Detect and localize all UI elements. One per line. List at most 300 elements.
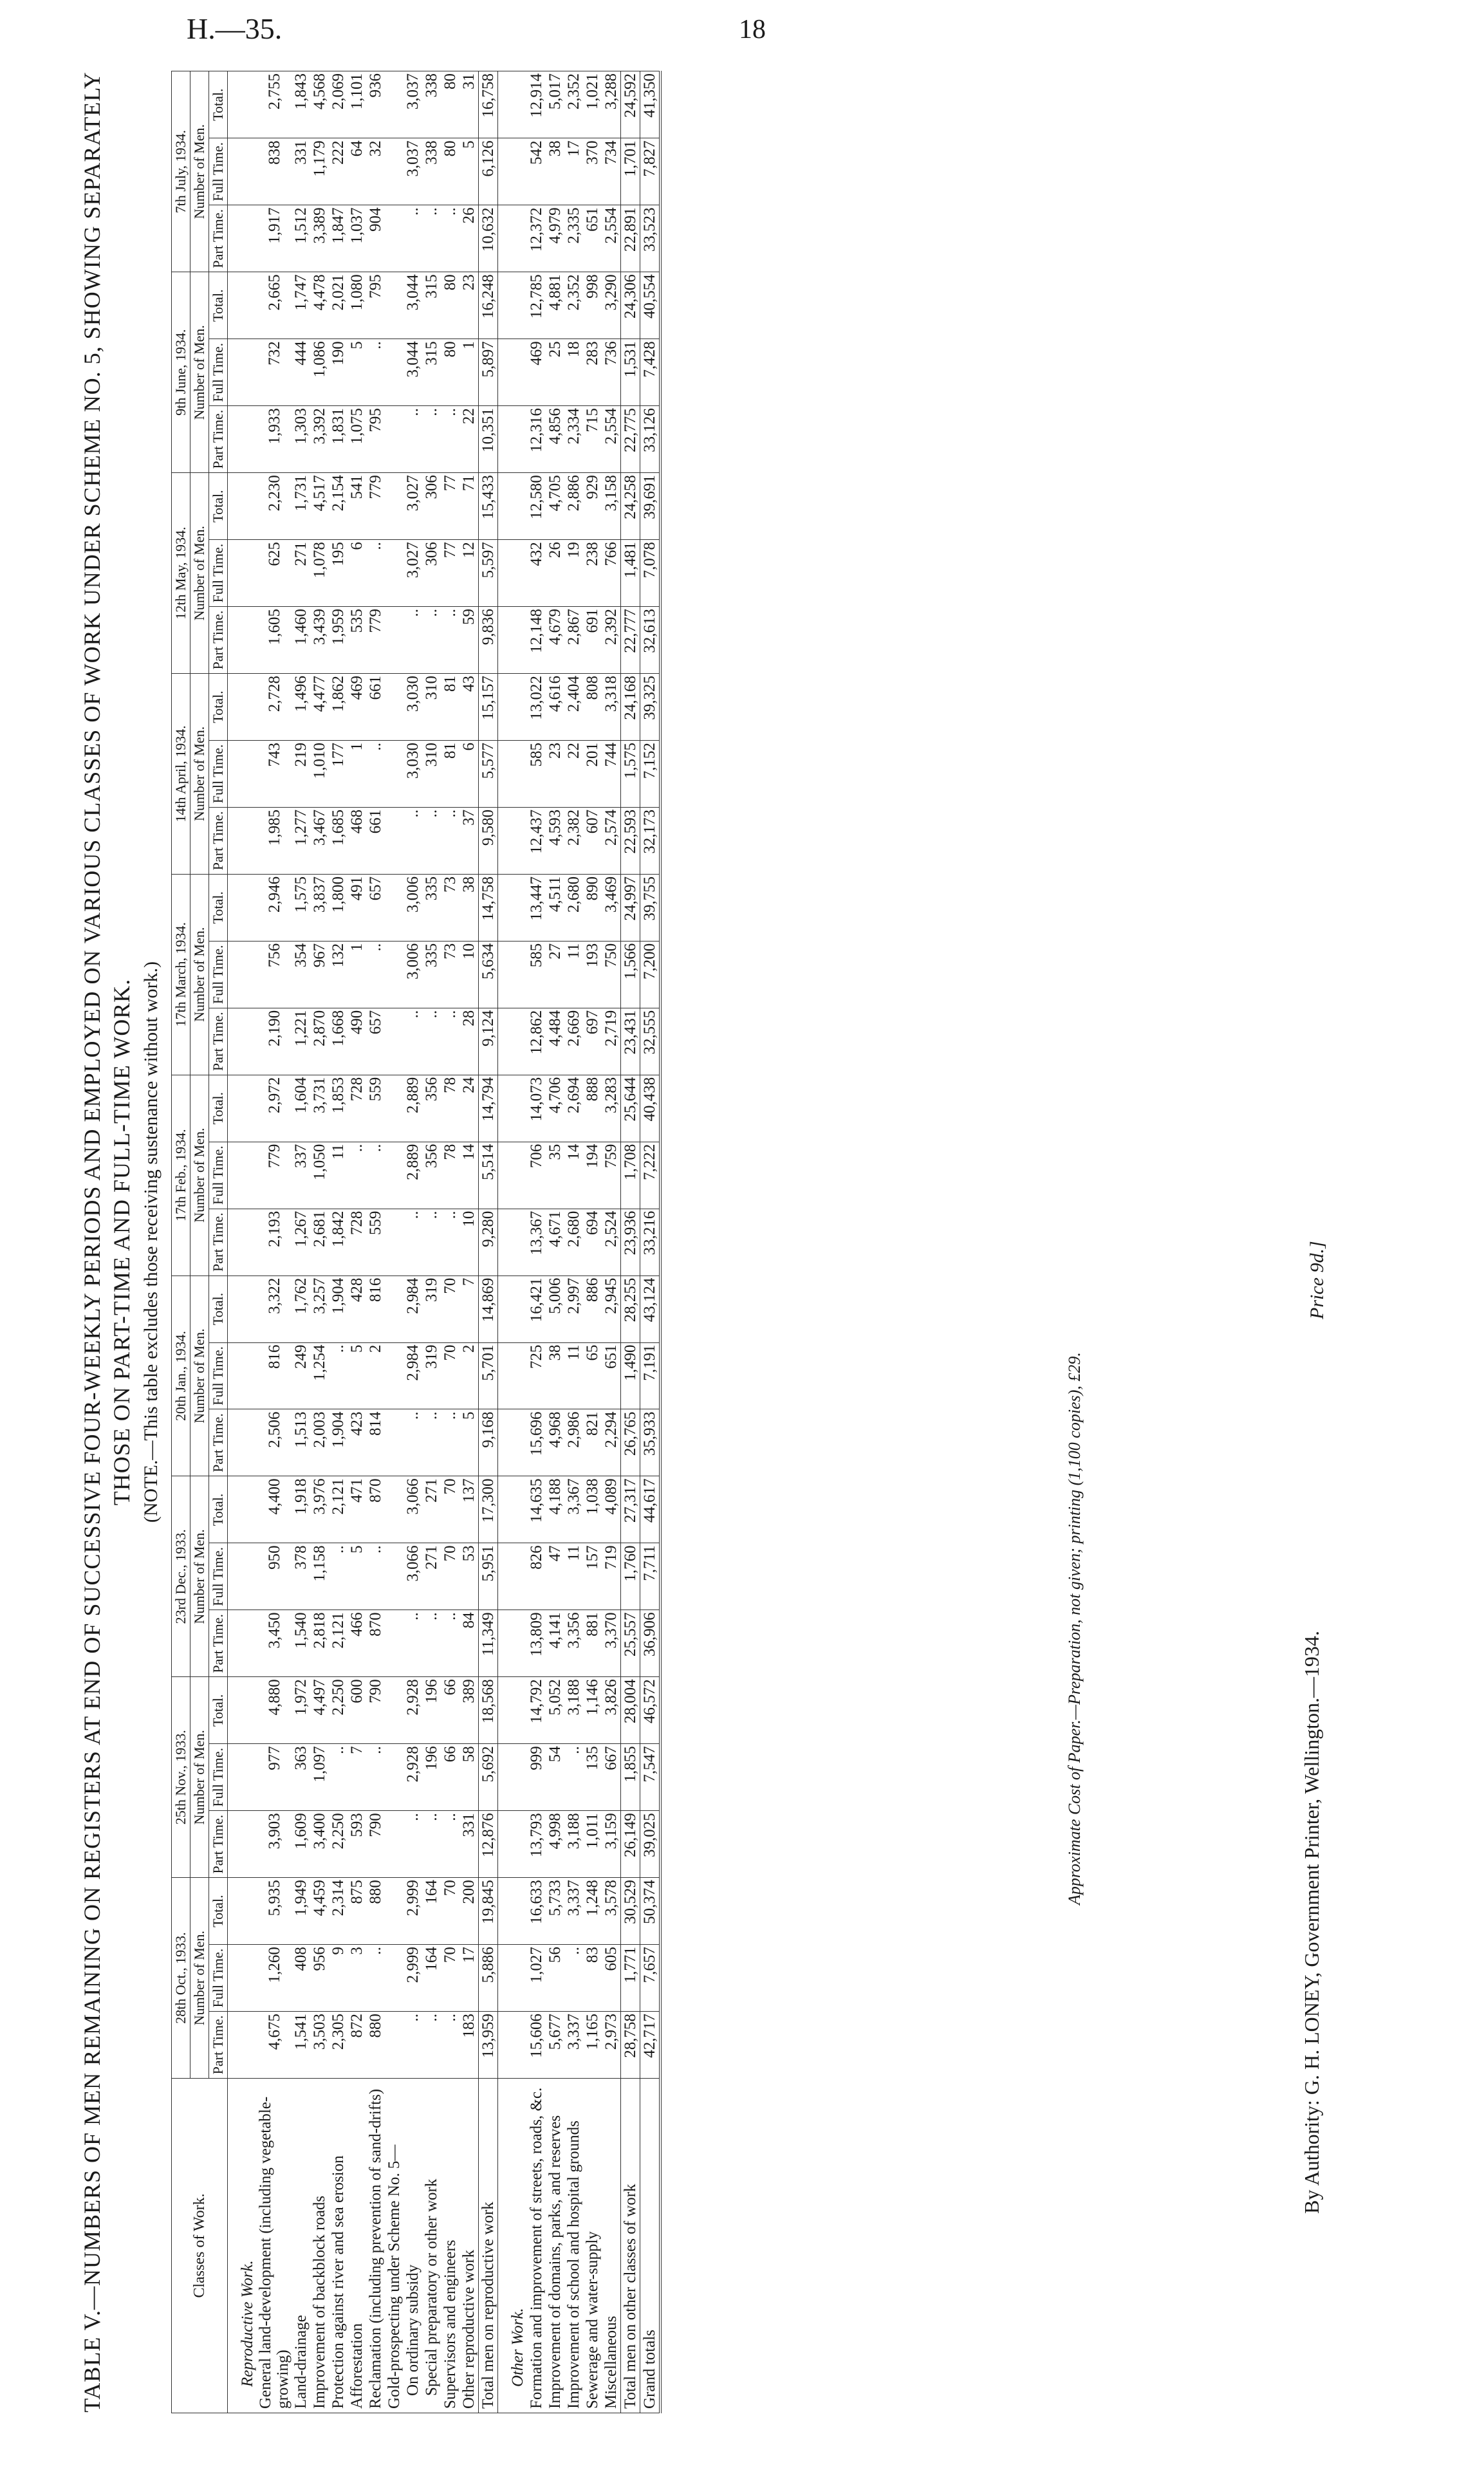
empty-cell (238, 607, 257, 674)
value-cell: .. (441, 807, 459, 874)
value-cell: 2,524 (602, 1209, 621, 1276)
row-label: Land-drainage (292, 2079, 310, 2413)
value-cell: 363 (292, 1744, 310, 1811)
value-cell: 7,222 (640, 1142, 661, 1209)
value-cell: 2,506 (257, 1409, 292, 1476)
row-label: Gold-prospecting under Scheme No. 5— (385, 2079, 403, 2413)
value-cell: 469 (527, 339, 546, 406)
value-cell: 58 (459, 1744, 479, 1811)
value-cell: 7,657 (640, 1945, 661, 2012)
value-cell: 35 (546, 1142, 564, 1209)
value-cell: 14,794 (479, 1075, 498, 1142)
empty-cell (228, 607, 239, 674)
value-cell: 1,080 (348, 272, 366, 339)
empty-cell (228, 1811, 239, 1878)
period-header: 17th March, 1934. (172, 874, 190, 1075)
value-cell: 744 (602, 740, 621, 807)
value-cell: 2,946 (257, 874, 292, 941)
number-of-men-header: Number of Men. (190, 1276, 209, 1476)
value-cell: 16,421 (527, 1276, 546, 1342)
value-cell: 338 (422, 138, 441, 205)
total-time-header: Total. (209, 1276, 228, 1342)
value-cell: 3,188 (564, 1811, 583, 1878)
value-cell: 13,367 (527, 1209, 546, 1276)
value-cell: 950 (257, 1543, 292, 1610)
empty-cell (238, 272, 257, 339)
value-cell: 2,719 (602, 1008, 621, 1075)
value-cell: .. (422, 1008, 441, 1075)
empty-cell (498, 406, 509, 473)
table-body (228, 71, 661, 2413)
value-cell: 1,531 (621, 339, 640, 406)
page-ref: H.—35. (187, 12, 283, 45)
value-cell: 25,644 (621, 1075, 640, 1142)
empty-cell (498, 1008, 509, 1075)
value-cell: 335 (422, 941, 441, 1008)
value-cell: 7,152 (640, 740, 661, 807)
value-cell: 1,831 (329, 406, 348, 473)
value-cell: 4,477 (310, 673, 329, 740)
value-cell: 3,158 (602, 473, 621, 540)
full-time-header: Full Time. (209, 339, 228, 406)
number-of-men-header: Number of Men. (190, 272, 209, 473)
value-cell: 66 (441, 1677, 459, 1744)
value-cell: 3,066 (403, 1543, 422, 1610)
value-cell (385, 473, 403, 540)
value-cell: 38 (459, 874, 479, 941)
empty-cell (228, 1543, 239, 1610)
value-cell: 1,050 (310, 1142, 329, 1209)
value-cell: 1,277 (292, 807, 310, 874)
value-cell: 559 (366, 1209, 385, 1276)
value-cell: 1,701 (621, 138, 640, 205)
part-time-header: Part Time. (209, 607, 228, 674)
value-cell: 967 (310, 941, 329, 1008)
value-cell: 3,903 (257, 1811, 292, 1878)
period-header: 23rd Dec., 1933. (172, 1476, 190, 1677)
value-cell: 164 (422, 1945, 441, 2012)
row-label: Total men on other classes of work (621, 2079, 640, 2413)
value-cell: 5,634 (479, 941, 498, 1008)
value-cell: 53 (459, 1543, 479, 1610)
empty-cell (238, 540, 257, 607)
empty-cell (238, 1276, 257, 1342)
value-cell: .. (441, 1610, 459, 1677)
value-cell: 759 (602, 1142, 621, 1209)
value-cell: 3,044 (403, 272, 422, 339)
empty-cell (228, 673, 239, 740)
value-cell: 5,006 (546, 1276, 564, 1342)
value-cell: 5,897 (479, 339, 498, 406)
value-cell: 70 (441, 1476, 459, 1543)
empty-cell (508, 1476, 527, 1543)
value-cell: 1,010 (310, 740, 329, 807)
value-cell: .. (403, 1811, 422, 1878)
value-cell: 12,372 (527, 205, 546, 272)
value-cell: 535 (348, 607, 366, 674)
value-cell: 999 (527, 1744, 546, 1811)
total-time-header: Total. (209, 874, 228, 941)
value-cell: 1,086 (310, 339, 329, 406)
empty-cell (228, 807, 239, 874)
value-cell: .. (403, 1008, 422, 1075)
value-cell: 319 (422, 1342, 441, 1409)
value-cell: 2,986 (564, 1409, 583, 1476)
value-cell: 736 (602, 339, 621, 406)
value-cell: 18,568 (479, 1677, 498, 1744)
table-row (583, 71, 602, 2413)
value-cell: 651 (602, 1342, 621, 1409)
value-cell: 2 (366, 1342, 385, 1409)
full-time-header: Full Time. (209, 1142, 228, 1209)
section-row (238, 71, 257, 2413)
value-cell: 14 (459, 1142, 479, 1209)
value-cell: 2,867 (564, 607, 583, 674)
value-cell: 7 (348, 1744, 366, 1811)
value-cell: 39,325 (640, 673, 661, 740)
value-cell: 77 (441, 540, 459, 607)
value-cell: 47 (546, 1543, 564, 1610)
value-cell: 471 (348, 1476, 366, 1543)
value-cell: 22 (564, 740, 583, 807)
number-of-men-header: Number of Men. (190, 1677, 209, 1878)
value-cell: 354 (292, 941, 310, 1008)
empty-cell (228, 1945, 239, 2012)
value-cell: 1,609 (292, 1811, 310, 1878)
empty-cell (508, 740, 527, 807)
table-row (527, 71, 546, 2413)
value-cell: 691 (583, 607, 602, 674)
value-cell: 956 (310, 1945, 329, 2012)
value-cell: 14,758 (479, 874, 498, 941)
value-cell: 13,447 (527, 874, 546, 941)
value-cell: 1,496 (292, 673, 310, 740)
value-cell: 4,188 (546, 1476, 564, 1543)
empty-cell (508, 138, 527, 205)
value-cell: 4,880 (257, 1677, 292, 1744)
value-cell: 9,168 (479, 1409, 498, 1476)
value-cell: 356 (422, 1142, 441, 1209)
empty-cell (228, 1075, 239, 1142)
value-cell: 4,671 (546, 1209, 564, 1276)
value-cell: 9,580 (479, 807, 498, 874)
table-row (441, 71, 459, 2413)
value-cell: 17 (459, 1945, 479, 2012)
empty-cell (238, 1142, 257, 1209)
total-time-header: Total. (209, 1878, 228, 1945)
value-cell (385, 740, 403, 807)
value-cell: 64 (348, 138, 366, 205)
empty-cell (508, 1075, 527, 1142)
value-cell: 1,933 (257, 406, 292, 473)
empty-cell (508, 473, 527, 540)
empty-cell (498, 71, 509, 138)
value-cell: .. (564, 1744, 583, 1811)
part-time-header: Part Time. (209, 1811, 228, 1878)
value-cell: 1,481 (621, 540, 640, 607)
value-cell: 2,554 (602, 406, 621, 473)
table-row (385, 71, 403, 2413)
value-cell: 310 (422, 740, 441, 807)
value-cell: 706 (527, 1142, 546, 1209)
value-cell: 2,404 (564, 673, 583, 740)
value-cell: 12,785 (527, 272, 546, 339)
period-header: 12th May, 1934. (172, 473, 190, 674)
row-label: Total men on reproductive work (479, 2079, 498, 2413)
value-cell: 4,881 (546, 272, 564, 339)
table-row (292, 71, 310, 2413)
empty-cell (498, 1075, 509, 1142)
value-cell: .. (441, 2012, 459, 2079)
value-cell: .. (422, 1811, 441, 1878)
value-cell: 23 (459, 272, 479, 339)
value-cell: 542 (527, 138, 546, 205)
empty-cell (228, 1476, 239, 1543)
value-cell: 585 (527, 740, 546, 807)
value-cell: 335 (422, 874, 441, 941)
value-cell: 1,303 (292, 406, 310, 473)
value-cell: 12,148 (527, 607, 546, 674)
value-cell: 2,294 (602, 1409, 621, 1476)
value-cell: 78 (441, 1075, 459, 1142)
value-cell: 795 (366, 406, 385, 473)
value-cell: 880 (366, 1878, 385, 1945)
value-cell: 356 (422, 1075, 441, 1142)
value-cell: 423 (348, 1409, 366, 1476)
value-cell: 5,577 (479, 740, 498, 807)
value-cell: 1,027 (527, 1945, 546, 2012)
empty-cell (238, 473, 257, 540)
value-cell: 1,668 (329, 1008, 348, 1075)
value-cell: 2,681 (310, 1209, 329, 1276)
value-cell: 3,006 (403, 941, 422, 1008)
value-cell: 14,073 (527, 1075, 546, 1142)
value-cell: 28 (459, 1008, 479, 1075)
cost-note: Approximate Cost of Paper.—Preparation, not given; printing (1,100 copies), £29. (1065, 1352, 1084, 1905)
value-cell: 26,149 (621, 1811, 640, 1878)
value-cell: 7,827 (640, 138, 661, 205)
value-cell: 2,928 (403, 1744, 422, 1811)
value-cell: 13,793 (527, 1811, 546, 1878)
value-cell: 25,557 (621, 1610, 640, 1677)
empty-cell (228, 473, 239, 540)
value-cell: 750 (602, 941, 621, 1008)
value-cell: 65 (583, 1342, 602, 1409)
value-cell: 3,044 (403, 339, 422, 406)
full-time-header: Full Time. (209, 540, 228, 607)
value-cell: 283 (583, 339, 602, 406)
value-cell: 315 (422, 339, 441, 406)
value-cell: 16,633 (527, 1878, 546, 1945)
value-cell: 70 (441, 1276, 459, 1342)
value-cell: 200 (459, 1878, 479, 1945)
table-title (77, 71, 136, 2413)
row-label: General land-development (including vegetable-growing) (257, 2079, 292, 2413)
value-cell: 408 (292, 1945, 310, 2012)
value-cell: .. (366, 1744, 385, 1811)
value-cell: 4,675 (257, 2012, 292, 2079)
value-cell: 1,513 (292, 1409, 310, 1476)
table-row (257, 71, 292, 2413)
part-time-header: Part Time. (209, 1610, 228, 1677)
number-of-men-header: Number of Men. (190, 1075, 209, 1276)
section-heading: Reproductive Work. (238, 2079, 257, 2413)
value-cell: 2,669 (564, 1008, 583, 1075)
value-cell: 779 (366, 607, 385, 674)
value-cell: 3,322 (257, 1276, 292, 1342)
empty-cell (508, 607, 527, 674)
number-of-men-header: Number of Men. (190, 71, 209, 272)
authority-line: By Authority: G. H. LONEY, Government Printer, Wellington.—1934. (1300, 1630, 1323, 2214)
full-time-header: Full Time. (209, 1945, 228, 2012)
value-cell (385, 138, 403, 205)
row-label: On ordinary subsidy (403, 2079, 422, 2413)
value-cell (385, 807, 403, 874)
value-cell: 559 (366, 1075, 385, 1142)
value-cell: 2,945 (602, 1276, 621, 1342)
value-cell: 2,250 (329, 1811, 348, 1878)
value-cell: 1,038 (583, 1476, 602, 1543)
value-cell (385, 1543, 403, 1610)
value-cell: 331 (292, 138, 310, 205)
value-cell: 1,800 (329, 874, 348, 941)
value-cell: 4,568 (310, 71, 329, 138)
value-cell: 249 (292, 1342, 310, 1409)
value-cell: .. (403, 1610, 422, 1677)
empty-cell (498, 1476, 509, 1543)
value-cell (385, 1276, 403, 1342)
value-cell: 5 (459, 1409, 479, 1476)
part-time-header: Part Time. (209, 1209, 228, 1276)
value-cell: 2,984 (403, 1342, 422, 1409)
table-row (459, 71, 479, 2413)
empty-cell (238, 1342, 257, 1409)
value-cell: 4,497 (310, 1677, 329, 1744)
row-label: Supervisors and engineers (441, 2079, 459, 2413)
value-cell: 39,755 (640, 874, 661, 941)
value-cell: 2,352 (564, 272, 583, 339)
total-time-header: Total. (209, 71, 228, 138)
empty-cell (498, 1945, 509, 2012)
value-cell: 39,025 (640, 1811, 661, 1878)
empty-cell (228, 874, 239, 941)
value-cell (385, 1811, 403, 1878)
value-cell: 821 (583, 1409, 602, 1476)
value-cell: .. (422, 1209, 441, 1276)
value-cell: 1,221 (292, 1008, 310, 1075)
value-cell: 2,972 (257, 1075, 292, 1142)
value-cell: 337 (292, 1142, 310, 1209)
value-cell: 4,511 (546, 874, 564, 941)
value-cell: 190 (329, 339, 348, 406)
value-cell: 81 (441, 740, 459, 807)
value-cell: 2,305 (329, 2012, 348, 2079)
row-label: Reclamation (including prevention of sand-drifts) (366, 2079, 385, 2413)
value-cell: 15,157 (479, 673, 498, 740)
empty-cell (238, 1543, 257, 1610)
value-cell: 24,258 (621, 473, 640, 540)
value-cell: 728 (348, 1209, 366, 1276)
value-cell: 756 (257, 941, 292, 1008)
value-cell: 26 (546, 540, 564, 607)
value-cell: 2,755 (257, 71, 292, 138)
value-cell: 625 (257, 540, 292, 607)
value-cell: 1,949 (292, 1878, 310, 1945)
empty-cell (498, 272, 509, 339)
value-cell: 1,566 (621, 941, 640, 1008)
spacer-row (228, 71, 239, 2413)
value-cell: 70 (441, 1543, 459, 1610)
row-label: Improvement of backblock roads (310, 2079, 329, 2413)
value-cell: .. (403, 1409, 422, 1476)
value-cell: 78 (441, 1142, 459, 1209)
empty-cell (508, 272, 527, 339)
value-cell: 790 (366, 1811, 385, 1878)
number-of-men-header: Number of Men. (190, 1878, 209, 2079)
total-time-header: Total. (209, 473, 228, 540)
value-cell: 3,159 (602, 1811, 621, 1878)
value-cell: 157 (583, 1543, 602, 1610)
value-cell (385, 205, 403, 272)
value-cell: 888 (583, 1075, 602, 1142)
empty-cell (498, 607, 509, 674)
value-cell: 2,382 (564, 807, 583, 874)
empty-cell (228, 1409, 239, 1476)
value-cell: 3,450 (257, 1610, 292, 1677)
table-row (564, 71, 583, 2413)
empty-cell (228, 941, 239, 1008)
value-cell: 428 (348, 1276, 366, 1342)
value-cell: 2,694 (564, 1075, 583, 1142)
value-cell: 2,230 (257, 473, 292, 540)
value-cell: 5,701 (479, 1342, 498, 1409)
value-cell: 651 (583, 205, 602, 272)
value-cell: 469 (348, 673, 366, 740)
value-cell: 1,731 (292, 473, 310, 540)
value-cell: 5,886 (479, 1945, 498, 2012)
empty-cell (238, 205, 257, 272)
empty-cell (498, 941, 509, 1008)
value-cell: 11 (329, 1142, 348, 1209)
value-cell: 2,193 (257, 1209, 292, 1276)
value-cell: 1,760 (621, 1543, 640, 1610)
value-cell: 1 (459, 339, 479, 406)
empty-cell (228, 1276, 239, 1342)
value-cell: 880 (366, 2012, 385, 2079)
value-cell (385, 673, 403, 740)
value-cell: 1,460 (292, 607, 310, 674)
value-cell: 444 (292, 339, 310, 406)
value-cell: 33,523 (640, 205, 661, 272)
value-cell: 3,188 (564, 1677, 583, 1744)
value-cell: 1,512 (292, 205, 310, 272)
row-label: Protection against river and sea erosion (329, 2079, 348, 2413)
value-cell: 1 (348, 740, 366, 807)
value-cell: 9 (329, 1945, 348, 2012)
value-cell: 3,439 (310, 607, 329, 674)
empty-cell (498, 1744, 509, 1811)
empty-cell (238, 339, 257, 406)
value-cell: 1,853 (329, 1075, 348, 1142)
row-label: Other reproductive work (459, 2079, 479, 2413)
part-time-header: Part Time. (209, 807, 228, 874)
value-cell: 715 (583, 406, 602, 473)
value-cell: 3,826 (602, 1677, 621, 1744)
value-cell: 40,554 (640, 272, 661, 339)
empty-cell (508, 1142, 527, 1209)
row-label: Afforestation (348, 2079, 366, 2413)
value-cell: .. (403, 2012, 422, 2079)
